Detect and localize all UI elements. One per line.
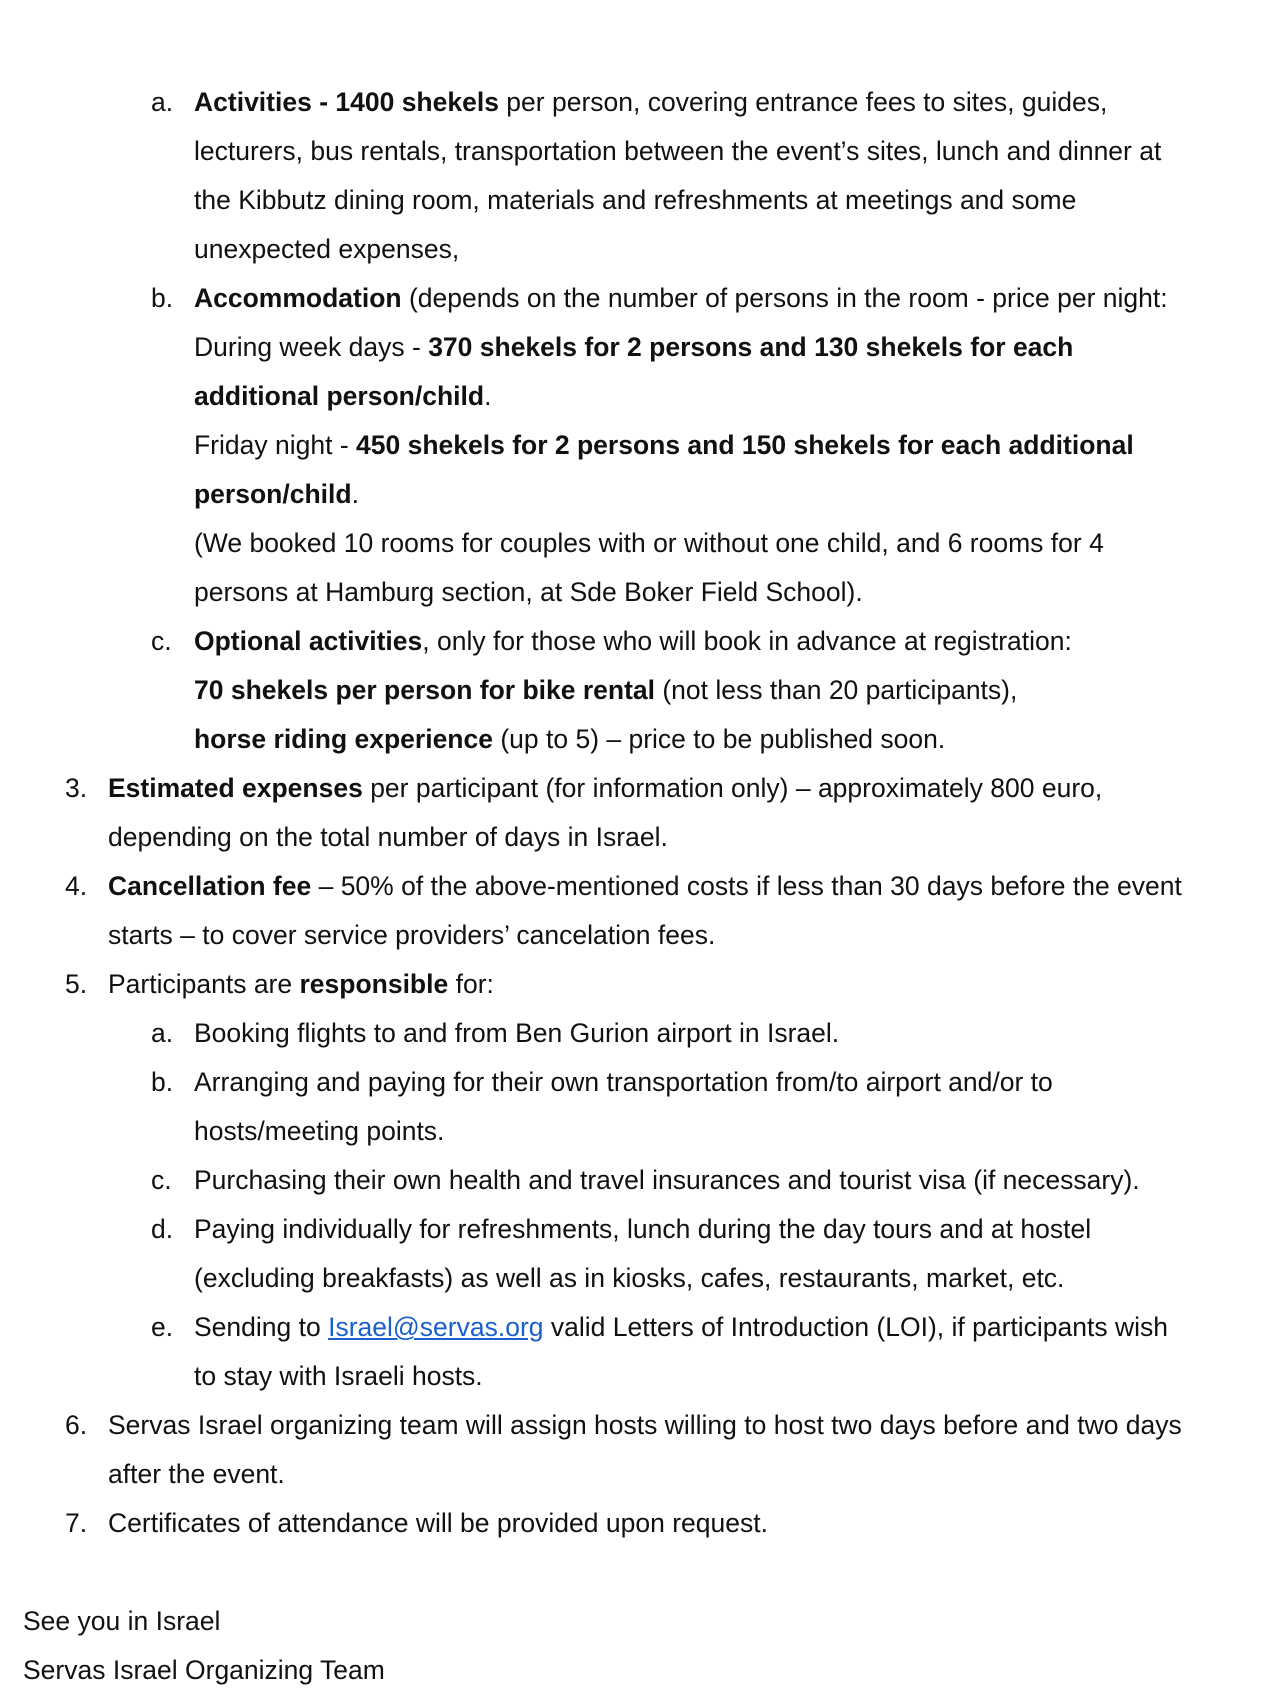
- accommodation-line-1: [194, 274, 1168, 323]
- responsible-heading: responsible: [299, 969, 449, 999]
- list-marker-a: a.: [151, 87, 174, 117]
- list-marker-5e: e.: [151, 1312, 174, 1342]
- bike-rental-note: (not less than 20 participants),: [655, 675, 1018, 705]
- activities-text: per person, covering entrance fees to sites, guides,: [498, 87, 1108, 117]
- accommodation-line-3: [194, 372, 491, 421]
- closing-greeting: See you in Israel: [23, 1606, 221, 1636]
- list-marker-c: c.: [151, 626, 172, 656]
- refreshments-line-1: Paying individually for refreshments, lunch during the day tours and at hostel: [194, 1214, 1092, 1244]
- accommodation-text: (depends on the number of persons in the room - price per night:: [401, 283, 1168, 313]
- optional-line-2: [194, 666, 1017, 715]
- accommodation-line-5: [194, 470, 359, 519]
- transport-line-2: hosts/meeting points.: [194, 1116, 445, 1146]
- list-marker-4: 4.: [65, 871, 88, 901]
- weekday-period: .: [484, 381, 492, 411]
- optional-line-3: [194, 715, 945, 764]
- list-marker-6: 6.: [65, 1410, 88, 1440]
- list-marker-7: 7.: [65, 1508, 88, 1538]
- optional-line-1: [194, 617, 1072, 666]
- hosts-line-2: after the event.: [108, 1459, 285, 1489]
- friday-price-cont: person/child: [194, 479, 352, 509]
- list-marker-b: b.: [151, 283, 174, 313]
- expenses-line-1: [108, 764, 1102, 813]
- accommodation-heading: Accommodation: [194, 283, 402, 313]
- bike-rental-price: 70 shekels per person for bike rental: [194, 675, 655, 705]
- accommodation-line-6: (We booked 10 rooms for couples with or without one child, and 6 rooms for 4: [194, 528, 1104, 558]
- friday-price: 450 shekels for 2 persons and 150 shekels for each additional: [356, 430, 1134, 460]
- expenses-heading: Estimated expenses: [108, 773, 363, 803]
- list-marker-5a: a.: [151, 1018, 174, 1048]
- closing-signature: Servas Israel Organizing Team: [23, 1655, 385, 1685]
- transport-line-1: Arranging and paying for their own transportation from/to airport and/or to: [194, 1067, 1053, 1097]
- weekday-price: 370 shekels for 2 persons and 130 shekels for each: [428, 332, 1074, 362]
- loi-line-1: [194, 1303, 1168, 1352]
- activities-line-3: the Kibbutz dining room, materials and refreshments at meetings and some: [194, 185, 1077, 215]
- activities-line-4: unexpected expenses,: [194, 234, 460, 264]
- activities-heading: Activities - 1400 shekels: [194, 87, 499, 117]
- list-marker-3: 3.: [65, 773, 88, 803]
- list-marker-5b: b.: [151, 1067, 174, 1097]
- accommodation-line-2: [194, 323, 1073, 372]
- weekday-label: During week days -: [194, 332, 429, 362]
- responsible-post: for:: [448, 969, 494, 999]
- loi-rest: valid Letters of Introduction (LOI), if participants wish: [543, 1312, 1169, 1342]
- responsible-pre: Participants are: [108, 969, 300, 999]
- email-link[interactable]: Israel@servas.org: [328, 1312, 544, 1342]
- horse-riding-note: (up to 5) – price to be published soon.: [492, 724, 946, 754]
- accommodation-line-7: persons at Hamburg section, at Sde Boker Field School).: [194, 577, 863, 607]
- flights-line: Booking flights to and from Ben Gurion airport in Israel.: [194, 1018, 840, 1048]
- horse-riding-label: horse riding experience: [194, 724, 493, 754]
- cancellation-line-1: [108, 862, 1182, 911]
- loi-line-2: to stay with Israeli hosts.: [194, 1361, 483, 1391]
- certificates-line: Certificates of attendance will be provided upon request.: [108, 1508, 768, 1538]
- hosts-line-1: Servas Israel organizing team will assign hosts willing to host two days before and two days: [108, 1410, 1182, 1440]
- insurance-line: Purchasing their own health and travel insurances and tourist visa (if necessary).: [194, 1165, 1140, 1195]
- friday-label: Friday night -: [194, 430, 357, 460]
- cancellation-heading: Cancellation fee: [108, 871, 312, 901]
- responsible-line: [108, 960, 494, 1009]
- optional-text: , only for those who will book in advance at registration:: [422, 626, 1072, 656]
- friday-period: .: [351, 479, 359, 509]
- cancellation-line-2: starts – to cover service providers’ cancelation fees.: [108, 920, 716, 950]
- list-marker-5c: c.: [151, 1165, 172, 1195]
- activities-line-2: lecturers, bus rentals, transportation between the event’s sites, lunch and dinner at: [194, 136, 1162, 166]
- activities-line-1: [194, 78, 1107, 127]
- expenses-line-2: depending on the total number of days in Israel.: [108, 822, 668, 852]
- refreshments-line-2: (excluding breakfasts) as well as in kiosks, cafes, restaurants, market, etc.: [194, 1263, 1065, 1293]
- cancellation-text: – 50% of the above-mentioned costs if less than 30 days before the event: [311, 871, 1182, 901]
- expenses-text: per participant (for information only) – approximately 800 euro,: [362, 773, 1103, 803]
- optional-heading: Optional activities: [194, 626, 423, 656]
- list-marker-5d: d.: [151, 1214, 174, 1244]
- loi-pre: Sending to: [194, 1312, 329, 1342]
- accommodation-line-4: [194, 421, 1134, 470]
- list-marker-5: 5.: [65, 969, 88, 999]
- weekday-price-cont: additional person/child: [194, 381, 485, 411]
